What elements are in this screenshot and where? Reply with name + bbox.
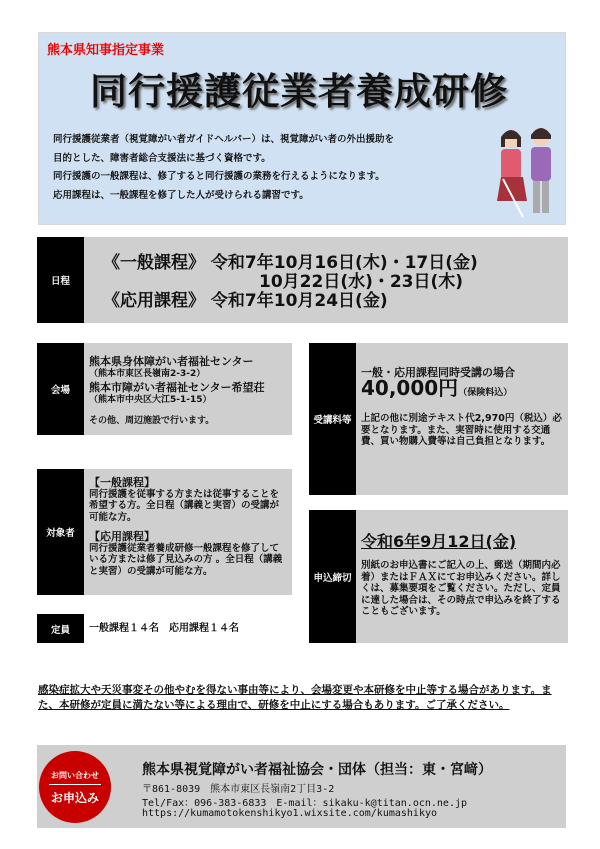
badge-inquiry: お問い合わせ [49, 770, 101, 785]
header-subtitle: 熊本県知事指定事業 [47, 43, 165, 58]
header-description [53, 131, 394, 205]
website-link[interactable]: https://kumamotokenshikyo1.wixsite.com/kumashikyo [142, 808, 438, 819]
cancellation-notice: 感染症拡大や天災事変その他やむを得ない事由等により、会場変更や本研修を中止等する場合があります。また、本研修が定員に満たない等による理由で、研修を中止にする場合もあります。ご了承ください。 [38, 684, 552, 711]
contact-footer [37, 745, 566, 828]
venue-note: その他、周辺施設で行います。 [89, 416, 215, 426]
description-line: 同行援護の一般課程は、修了すると同行援護の業務を行えるようになります。 [53, 171, 385, 182]
fee-intro: 一般・応用課程同時受講の場合 [361, 366, 515, 379]
capacity-label: 定員 [37, 614, 84, 643]
target-general-heading: 【一般課程】 [89, 476, 155, 489]
schedule-general-line2: 10月22日(水)・23日(木) [259, 272, 464, 292]
fee-note: 上記の他に別途テキスト代2,970円（税込）必要となります。また、実習時に使用する交通費、買い物購入費等は自己負担となります。 [361, 413, 562, 447]
venue-address: （熊本市東区長嶺南2-3-2） [89, 369, 206, 379]
target-applied-text: 同行援護従業者養成研修一般課程を修了している方または修了見込みの方 。全日程（講義と実習）の受講が可能な方。 [89, 542, 283, 577]
schedule-section [37, 237, 568, 323]
page-title: 同行援護従業者養成研修 [90, 70, 508, 113]
deadline-date: 令和6年9月12日(金) [361, 532, 517, 551]
venue-section [37, 343, 292, 435]
header-banner [38, 32, 566, 225]
capacity-text: 一般課程１４名 応用課程１４名 [89, 623, 239, 634]
venue-name: 熊本県身体障がい者福祉センター [89, 355, 254, 368]
deadline-note: 別紙のお申込書にご記入の上、郵送（期間内必着）またはＦＡＸにてお申込みください。詳しくは、募集要項をご覧ください。ただし、定員に達した場合は、その時点で申込みを終了することもございます。 [361, 560, 561, 617]
deadline-section [309, 510, 568, 643]
description-line: 応用課程は、一般課程を修了した人が受けられる講習です。 [53, 189, 309, 201]
target-applied-heading: 【応用課程】 [89, 530, 155, 543]
venue-label: 会場 [37, 343, 84, 435]
target-section [37, 469, 292, 595]
target-label: 対象者 [37, 469, 84, 595]
schedule-general-line1: 《一般課程》 令和7年10月16日(木)・17日(金) [103, 253, 478, 273]
deadline-label: 申込締切 [309, 510, 356, 643]
description-line: 目的とした、障害者総合支援法に基づく資格です。 [53, 152, 271, 164]
fee-label: 受講料等 [309, 343, 356, 495]
organization-name: 熊本県視覚障がい者福祉協会・団体（担当：東・宮﨑） [142, 762, 492, 778]
schedule-label: 日程 [37, 237, 84, 323]
contact-badge [39, 751, 111, 823]
description-line: 同行援護従業者（視覚障がい者ガイドヘルパー）は、視覚障がい者の外出援助を [53, 134, 395, 145]
target-general-text: 同行援護を従事する方または従事することを希望する方。全日程（講義と実習）の受講が可能な方。 [89, 488, 280, 523]
fee-section [309, 343, 568, 495]
capacity-section [37, 614, 292, 643]
badge-apply: お申込み [50, 791, 99, 805]
organization-address: 〒861-8039 熊本市東区長嶺南2丁目3-2 [142, 784, 335, 795]
venue-name: 熊本市障がい者福祉センター希望荘 [89, 381, 265, 394]
fee-amount-note: （保険料込） [458, 388, 513, 398]
schedule-applied: 《応用課程》 令和7年10月24日(金) [103, 291, 388, 311]
contact-info: Tel/Fax：096-383-6833 E-mail：sikaku-k@titan.ocn.ne.jp [142, 798, 468, 809]
venue-address: （熊本市中央区大江5-1-15） [89, 395, 212, 405]
fee-amount: 40,000円 [361, 376, 459, 400]
guide-helper-illustration-icon [489, 121, 569, 221]
